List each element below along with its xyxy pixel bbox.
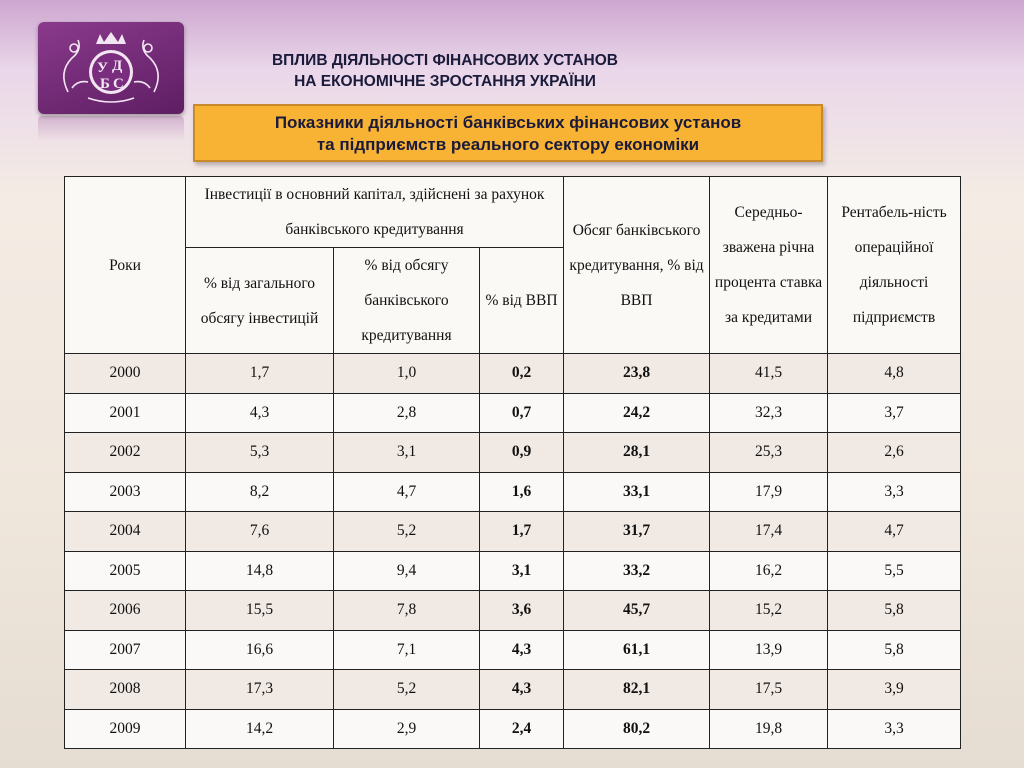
cell-invest-total: 17,3 <box>186 670 334 710</box>
header-invest-credit: % від обсягу банківського кредитування <box>334 248 480 354</box>
cell-interest-rate: 17,5 <box>710 670 828 710</box>
page-title <box>205 50 685 92</box>
subtitle-line-1: Показники діяльності банківських фінансових установ <box>274 113 742 132</box>
cell-invest-total: 8,2 <box>186 472 334 512</box>
cell-credit-volume: 33,2 <box>564 551 710 591</box>
cell-interest-rate: 15,2 <box>710 591 828 631</box>
cell-invest-credit: 5,2 <box>334 512 480 552</box>
cell-invest-total: 15,5 <box>186 591 334 631</box>
header-invest-total: % від загального обсягу інвестицій <box>186 248 334 354</box>
cell-profitability: 3,3 <box>828 709 961 749</box>
cell-invest-credit: 7,1 <box>334 630 480 670</box>
cell-invest-credit: 9,4 <box>334 551 480 591</box>
cell-invest-credit: 3,1 <box>334 433 480 473</box>
table-row <box>65 709 961 749</box>
cell-credit-volume: 82,1 <box>564 670 710 710</box>
logo-letter-2: Д <box>112 58 123 74</box>
cell-profitability: 3,3 <box>828 472 961 512</box>
header-investments-group: Інвестиції в основний капітал, здійснені за рахунок банківського кредитування <box>186 177 564 248</box>
cell-credit-volume: 33,1 <box>564 472 710 512</box>
cell-invest-credit: 7,8 <box>334 591 480 631</box>
cell-year: 2004 <box>65 512 186 552</box>
table-row <box>65 354 961 394</box>
cell-credit-volume: 23,8 <box>564 354 710 394</box>
table-row <box>65 670 961 710</box>
bank-crest-logo <box>38 22 184 114</box>
cell-invest-gdp: 0,7 <box>480 393 564 433</box>
cell-invest-gdp: 3,6 <box>480 591 564 631</box>
cell-invest-gdp: 1,7 <box>480 512 564 552</box>
cell-invest-credit: 1,0 <box>334 354 480 394</box>
header-credit-volume: Обсяг банківського кредитування, % від ВВП <box>564 177 710 354</box>
cell-credit-volume: 24,2 <box>564 393 710 433</box>
cell-profitability: 5,8 <box>828 591 961 631</box>
cell-invest-total: 1,7 <box>186 354 334 394</box>
cell-credit-volume: 45,7 <box>564 591 710 631</box>
cell-invest-total: 5,3 <box>186 433 334 473</box>
cell-credit-volume: 31,7 <box>564 512 710 552</box>
cell-interest-rate: 41,5 <box>710 354 828 394</box>
cell-profitability: 2,6 <box>828 433 961 473</box>
table-row <box>65 433 961 473</box>
table-row <box>65 630 961 670</box>
logo-reflection <box>38 116 184 142</box>
table-row <box>65 472 961 512</box>
table-row <box>65 591 961 631</box>
cell-profitability: 3,9 <box>828 670 961 710</box>
subtitle-banner <box>193 104 823 162</box>
indicators-table <box>64 176 961 749</box>
cell-invest-total: 4,3 <box>186 393 334 433</box>
cell-interest-rate: 32,3 <box>710 393 828 433</box>
title-line-1: ВПЛИВ ДІЯЛЬНОСТІ ФІНАНСОВИХ УСТАНОВ <box>271 52 619 69</box>
cell-interest-rate: 13,9 <box>710 630 828 670</box>
cell-year: 2007 <box>65 630 186 670</box>
header-years: Роки <box>65 177 186 354</box>
cell-invest-credit: 2,9 <box>334 709 480 749</box>
header-interest-rate: Середньо-зважена річна процента ставка за кредитами <box>710 177 828 354</box>
cell-invest-gdp: 4,3 <box>480 630 564 670</box>
cell-invest-gdp: 3,1 <box>480 551 564 591</box>
cell-invest-gdp: 0,9 <box>480 433 564 473</box>
cell-invest-gdp: 1,6 <box>480 472 564 512</box>
cell-interest-rate: 25,3 <box>710 433 828 473</box>
cell-invest-credit: 2,8 <box>334 393 480 433</box>
cell-credit-volume: 61,1 <box>564 630 710 670</box>
logo-letter-4: С <box>113 76 124 92</box>
cell-profitability: 5,5 <box>828 551 961 591</box>
cell-year: 2009 <box>65 709 186 749</box>
subtitle-line-2: та підприємств реального сектору економіки <box>316 135 700 154</box>
cell-invest-total: 7,6 <box>186 512 334 552</box>
cell-year: 2000 <box>65 354 186 394</box>
cell-credit-volume: 28,1 <box>564 433 710 473</box>
cell-profitability: 4,8 <box>828 354 961 394</box>
table-row <box>65 551 961 591</box>
table-row <box>65 393 961 433</box>
table-row <box>65 512 961 552</box>
cell-year: 2001 <box>65 393 186 433</box>
cell-interest-rate: 19,8 <box>710 709 828 749</box>
cell-year: 2008 <box>65 670 186 710</box>
cell-invest-gdp: 4,3 <box>480 670 564 710</box>
title-line-2: НА ЕКОНОМІЧНЕ ЗРОСТАННЯ УКРАЇНИ <box>294 73 596 90</box>
cell-year: 2002 <box>65 433 186 473</box>
crest-icon <box>38 22 184 114</box>
cell-profitability: 4,7 <box>828 512 961 552</box>
cell-interest-rate: 17,9 <box>710 472 828 512</box>
cell-invest-gdp: 2,4 <box>480 709 564 749</box>
cell-interest-rate: 17,4 <box>710 512 828 552</box>
cell-credit-volume: 80,2 <box>564 709 710 749</box>
cell-invest-total: 14,2 <box>186 709 334 749</box>
header-invest-gdp: % від ВВП <box>480 248 564 354</box>
logo-letter-3: Б <box>100 76 110 92</box>
cell-year: 2005 <box>65 551 186 591</box>
cell-year: 2006 <box>65 591 186 631</box>
cell-invest-gdp: 0,2 <box>480 354 564 394</box>
cell-invest-credit: 5,2 <box>334 670 480 710</box>
header-profitability: Рентабель-ність операційної діяльності підприємств <box>828 177 961 354</box>
cell-year: 2003 <box>65 472 186 512</box>
cell-interest-rate: 16,2 <box>710 551 828 591</box>
logo-letter-1: У <box>97 60 109 76</box>
cell-profitability: 5,8 <box>828 630 961 670</box>
cell-invest-credit: 4,7 <box>334 472 480 512</box>
cell-invest-total: 14,8 <box>186 551 334 591</box>
table-body <box>65 354 961 749</box>
cell-profitability: 3,7 <box>828 393 961 433</box>
cell-invest-total: 16,6 <box>186 630 334 670</box>
